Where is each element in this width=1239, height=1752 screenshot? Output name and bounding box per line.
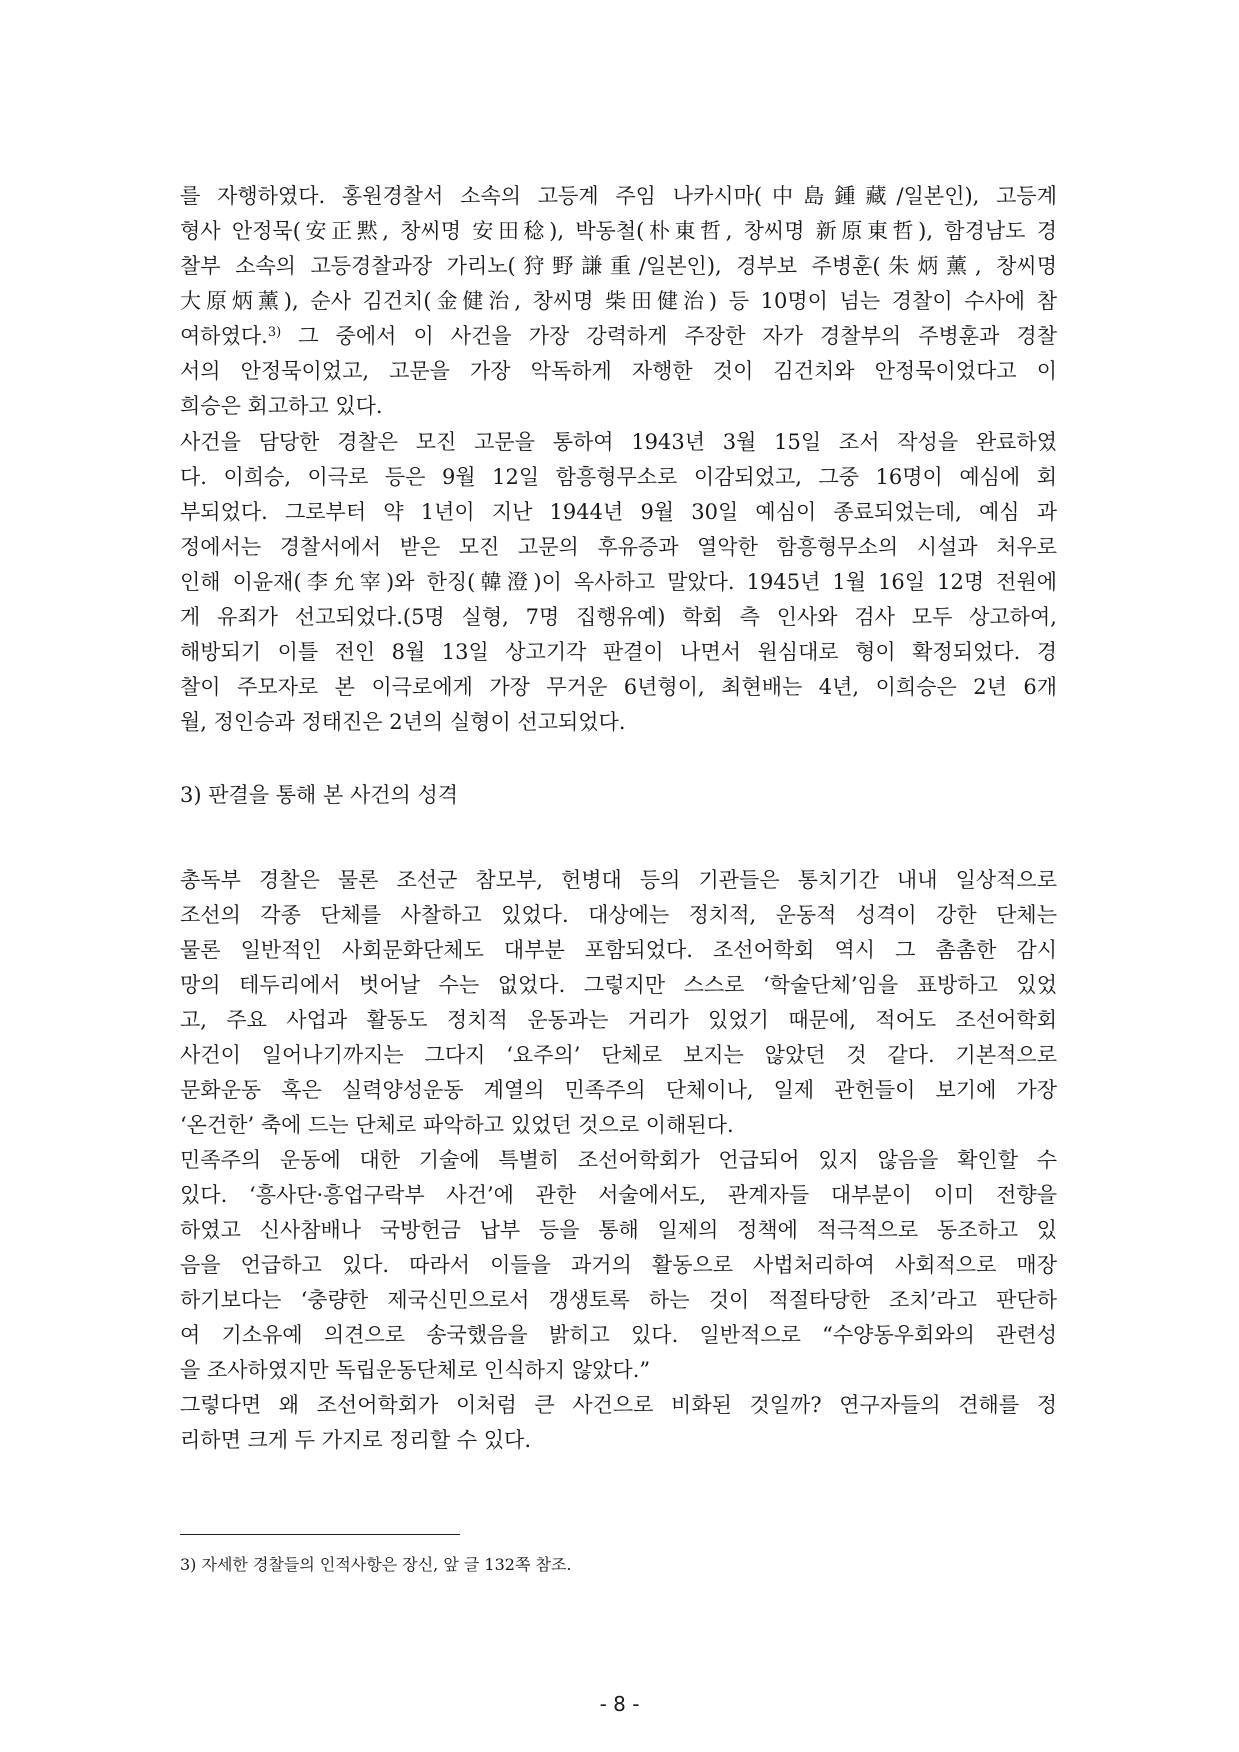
paragraph-line: 물론 일반적인 사회문화단체도 대부분 포함되었다. 조선어학회 역시 그 촘촘한 감시 — [180, 938, 1057, 962]
paragraph-line: 부되었다. 그로부터 약 1년이 지난 1944년 9월 30일 예심이 종료되었는데, 예심 과 — [180, 500, 1057, 524]
footnote: 3) 자세한 경찰들의 인적사항은 장신, 앞 글 132쪽 참조. — [180, 1555, 572, 1574]
paragraph-line: 여 기소유예 의견으로 송국했음을 밝히고 있다. 일반적으로 “수양동우회와의 관련성 — [180, 1323, 1057, 1347]
paragraph-line: 게 유죄가 선고되었다.(5명 실형, 7명 집행유예) 학회 측 인사와 검사 모두 상고하여, — [180, 605, 1057, 629]
paragraph-line: 그렇다면 왜 조선어학회가 이처럼 큰 사건으로 비화된 것일까? 연구자들의 견해를 정 — [180, 1393, 1057, 1417]
footnote-ref[interactable]: 3) — [267, 325, 282, 340]
paragraph-line: 총독부 경찰은 물론 조선군 참모부, 헌병대 등의 기관들은 통치기간 내내 일상적으로 — [180, 868, 1057, 892]
paragraph-line: 하기보다는 ‘충량한 제국신민으로서 갱생토록 하는 것이 적절타당한 조치’라고 판단하 — [180, 1288, 1057, 1312]
paragraph-line: 망의 테두리에서 벗어날 수는 없었다. 그렇지만 스스로 ‘학술단체’임을 표방하고 있었 — [180, 973, 1057, 997]
paragraph-line: 찰이 주모자로 본 이극로에게 가장 무거운 6년형이, 최현배는 4년, 이희승은 2년 6개 — [180, 675, 1057, 699]
page-number: - 8 - — [599, 1692, 640, 1716]
text-span: 그 중에서 이 사건을 가장 강력하게 주장한 자가 경찰부의 주병훈과 경찰 — [281, 324, 1057, 348]
paragraph-line: 월, 정인승과 정태진은 2년의 실형이 선고되었다. — [180, 710, 626, 734]
paragraph-line: 해방되기 이틀 전인 8월 13일 상고기각 판결이 나면서 원심대로 형이 확정되었다. 경 — [180, 640, 1057, 664]
paragraph-line: 사건이 일어나기까지는 그다지 ‘요주의’ 단체로 보지는 않았던 것 같다. 기본적으로 — [180, 1043, 1057, 1067]
paragraph-line: 사건을 담당한 경찰은 모진 고문을 통하여 1943년 3월 15일 조서 작성을 완료하였 — [180, 430, 1057, 454]
paragraph-line — [180, 322, 1057, 350]
paragraph-line: 문화운동 혹은 실력양성운동 계열의 민족주의 단체이나, 일제 관헌들이 보기에 가장 — [180, 1078, 1057, 1102]
paragraph-line: 大原炳薰), 순사 김건치(金健治, 창씨명 柴田健治) 등 10명이 넘는 경찰이 수사에 참 — [180, 289, 1057, 313]
paragraph-line: 정에서는 경찰서에서 받은 모진 고문의 후유증과 열악한 함흥형무소의 시설과 처우로 — [180, 535, 1057, 559]
paragraph-line: 을 조사하였지만 독립운동단체로 인식하지 않았다.” — [180, 1358, 651, 1382]
paragraph-line: 있다. ‘흥사단·흥업구락부 사건’에 관한 서술에서도, 관계자들 대부분이 이미 전향을 — [180, 1183, 1057, 1207]
text-span: 여하였다. — [180, 324, 268, 348]
paragraph-line: 하였고 신사참배나 국방헌금 납부 등을 통해 일제의 정책에 적극적으로 동조하고 있 — [180, 1218, 1057, 1242]
paragraph-line: 다. 이희승, 이극로 등은 9월 12일 함흥형무소로 이감되었고, 그중 16명이 예심에 회 — [180, 465, 1057, 489]
paragraph-line: 민족주의 운동에 대한 기술에 특별히 조선어학회가 언급되어 있지 않음을 확인할 수 — [180, 1148, 1057, 1172]
paragraph-line: 인해 이윤재(李允宰)와 한징(韓澄)이 옥사하고 말았다. 1945년 1월 16일 12명 전원에 — [180, 570, 1057, 594]
paragraph-line: 를 자행하였다. 홍원경찰서 소속의 고등계 주임 나카시마(中島鍾藏/일본인), 고등계 — [180, 184, 1057, 208]
section-heading: 3) 판결을 통해 본 사건의 성격 — [180, 783, 459, 807]
paragraph-line: 형사 안정묵(安正黙, 창씨명 安田稔), 박동철(朴東哲, 창씨명 新原東哲), 함경남도 경 — [180, 219, 1057, 243]
paragraph-line: 서의 안정묵이었고, 고문을 가장 악독하게 자행한 것이 김건치와 안정묵이었다고 이 — [180, 359, 1057, 383]
paragraph-line: 음을 언급하고 있다. 따라서 이들을 과거의 활동으로 사법처리하여 사회적으로 매장 — [180, 1253, 1057, 1277]
paragraph-line: 조선의 각종 단체를 사찰하고 있었다. 대상에는 정치적, 운동적 성격이 강한 단체는 — [180, 903, 1057, 927]
paragraph-line: 희승은 회고하고 있다. — [180, 394, 383, 418]
paragraph-line: ‘온건한’ 축에 드는 단체로 파악하고 있었던 것으로 이해된다. — [180, 1113, 734, 1137]
footnote-divider — [180, 1534, 460, 1535]
paragraph-line: 고, 주요 사업과 활동도 정치적 운동과는 거리가 있었기 때문에, 적어도 조선어학회 — [180, 1008, 1057, 1032]
paragraph-line: 찰부 소속의 고등경찰과장 가리노(狩野謙重/일본인), 경부보 주병훈(朱炳薰, 창씨명 — [180, 254, 1057, 278]
paragraph-line: 리하면 크게 두 가지로 정리할 수 있다. — [180, 1428, 532, 1452]
